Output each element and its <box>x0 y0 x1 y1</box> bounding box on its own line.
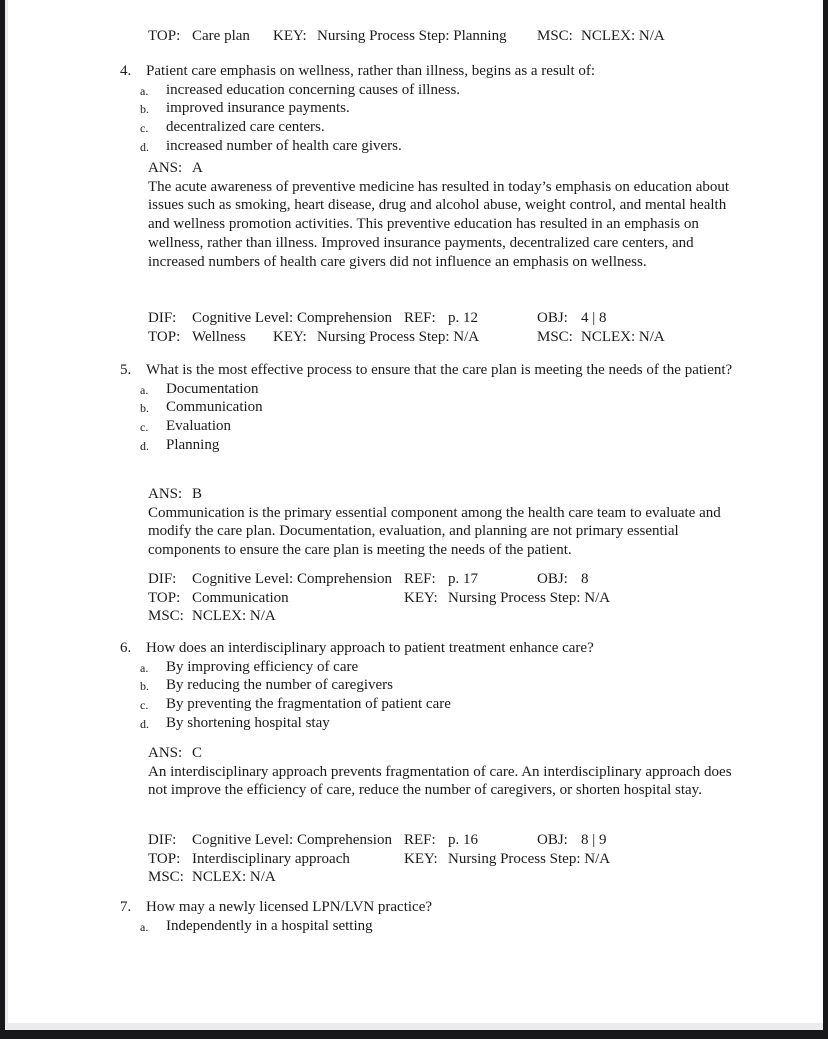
question-text: What is the most effective process to ensure that the care plan is meeting the needs of the patient? <box>146 362 733 378</box>
answer-label: ANS: <box>148 745 183 761</box>
option-text: By improving efficiency of care <box>166 658 359 675</box>
question-item <box>0 898 828 935</box>
metadata-row <box>0 309 828 328</box>
option-item <box>140 81 726 100</box>
option-letter: a. <box>140 83 149 98</box>
metadata-row <box>0 868 828 887</box>
option-item <box>140 676 726 695</box>
option-text: improved insurance payments. <box>166 100 350 117</box>
question-item <box>0 62 828 156</box>
option-list <box>0 658 828 733</box>
metadata-value: p. 12 <box>448 310 478 326</box>
answer-value: C <box>192 745 203 761</box>
metadata-field <box>148 607 276 626</box>
option-letter: b. <box>140 102 149 117</box>
metadata-field <box>148 570 392 589</box>
question-number: 4. <box>120 63 132 79</box>
metadata-field <box>148 589 289 608</box>
metadata-field <box>404 831 478 850</box>
question-number: 6. <box>120 640 132 656</box>
metadata-label: DIF: <box>148 571 177 587</box>
option-text: Communication <box>166 399 263 416</box>
metadata-label: MSC: <box>537 328 573 345</box>
metadata-value: NCLEX: N/A <box>581 328 665 345</box>
option-letter: a. <box>140 919 149 934</box>
answer-value: A <box>192 160 203 176</box>
answer-line <box>148 485 828 504</box>
option-letter: a. <box>140 660 149 675</box>
option-text: increased education concerning causes of illness. <box>166 81 461 98</box>
metadata-value: Care plan <box>192 28 250 44</box>
metadata-label: TOP: <box>148 589 181 606</box>
metadata-field <box>404 309 478 328</box>
metadata-label: KEY: <box>273 28 307 44</box>
option-text: By shortening hospital stay <box>166 714 330 731</box>
metadata-value: NCLEX: N/A <box>581 28 665 44</box>
metadata-value: Nursing Process Step: Planning <box>317 28 507 44</box>
metadata-value: p. 16 <box>448 832 478 848</box>
option-item <box>140 380 726 399</box>
option-text: By preventing the fragmentation of patient care <box>166 696 451 713</box>
metadata-field <box>148 27 250 46</box>
metadata-value: NCLEX: N/A <box>192 608 276 625</box>
metadata-value: 4 | 8 <box>581 310 607 326</box>
metadata-row <box>0 570 828 589</box>
answer-explanation: An interdisciplinary approach prevents fragmentation of care. An interdisciplinary approach does not improve the efficiency of care, reduce the number of caregivers, or shorten hospital stay. <box>148 763 732 799</box>
metadata-value: Cognitive Level: Comprehension <box>192 832 392 848</box>
metadata-value: 8 | 9 <box>581 832 607 848</box>
page-left-margin-strip <box>5 0 8 1039</box>
option-letter: c. <box>140 698 149 713</box>
option-letter: a. <box>140 382 149 397</box>
metadata-value: Wellness <box>192 328 246 345</box>
metadata-value: Communication <box>192 589 289 606</box>
page-bottom-margin-strip <box>5 1023 823 1030</box>
option-text: Independently in a hospital setting <box>166 917 373 934</box>
metadata-label: KEY: <box>404 589 438 606</box>
viewer-bottom-edge <box>0 1030 828 1039</box>
answer-block <box>0 485 828 560</box>
metadata-field <box>404 589 610 608</box>
option-list <box>0 917 828 936</box>
answer-label: ANS: <box>148 486 183 502</box>
option-letter: c. <box>140 121 149 136</box>
metadata-label: OBJ: <box>537 571 568 587</box>
metadata-value: 8 <box>581 571 589 587</box>
metadata-label: OBJ: <box>537 310 568 326</box>
metadata-label: REF: <box>404 571 436 587</box>
metadata-field <box>273 328 479 347</box>
answer-value: B <box>192 486 203 502</box>
answer-label: ANS: <box>148 160 183 176</box>
option-text: increased number of health care givers. <box>166 137 402 154</box>
option-item <box>140 436 726 455</box>
metadata-label: REF: <box>404 832 436 848</box>
answer-line <box>148 159 828 178</box>
metadata-row <box>0 607 828 626</box>
metadata-row <box>0 328 828 347</box>
option-letter: c. <box>140 420 149 435</box>
answer-explanation: Communication is the primary essential component among the health care team to evaluate and modify the care plan. Documentation, evaluation, and planning are not primary essential components to ensure the care plan is meeting the needs of the patient. <box>148 504 721 559</box>
question-number: 7. <box>120 899 132 915</box>
metadata-label: DIF: <box>148 310 177 326</box>
metadata-label: OBJ: <box>537 832 568 848</box>
metadata-field <box>537 570 589 589</box>
metadata-label: KEY: <box>273 328 307 345</box>
metadata-row <box>0 831 828 850</box>
option-text: Planning <box>166 436 220 453</box>
option-letter: d. <box>140 139 149 154</box>
metadata-label: TOP: <box>148 28 181 44</box>
option-item <box>140 417 726 436</box>
metadata-field <box>148 328 246 347</box>
option-letter: b. <box>140 679 149 694</box>
viewer-right-edge <box>823 0 828 1039</box>
question-number: 5. <box>120 362 132 378</box>
metadata-value: NCLEX: N/A <box>192 869 276 886</box>
metadata-row <box>0 589 828 608</box>
option-item <box>140 118 726 137</box>
metadata-block <box>0 831 828 887</box>
metadata-value: Cognitive Level: Comprehension <box>192 310 392 326</box>
option-list <box>0 81 828 156</box>
option-item <box>140 137 726 156</box>
metadata-value: Interdisciplinary approach <box>192 850 350 867</box>
metadata-field <box>537 309 607 328</box>
metadata-field <box>273 27 507 46</box>
option-item <box>140 714 726 733</box>
option-letter: d. <box>140 716 149 731</box>
metadata-value: Cognitive Level: Comprehension <box>192 571 392 587</box>
option-text: By reducing the number of caregivers <box>166 677 393 694</box>
metadata-field <box>148 309 392 328</box>
metadata-label: MSC: <box>148 608 184 625</box>
metadata-field <box>537 831 607 850</box>
option-item <box>140 695 726 714</box>
metadata-label: MSC: <box>537 28 573 44</box>
option-text: Documentation <box>166 380 259 397</box>
metadata-label: KEY: <box>404 850 438 867</box>
option-item <box>140 658 726 677</box>
metadata-field <box>148 850 350 869</box>
metadata-value: p. 17 <box>448 571 478 587</box>
question-text: How may a newly licensed LPN/LVN practice? <box>146 899 433 915</box>
metadata-label: REF: <box>404 310 436 326</box>
metadata-label: DIF: <box>148 832 177 848</box>
option-text: decentralized care centers. <box>166 119 325 136</box>
option-text: Evaluation <box>166 418 231 435</box>
metadata-value: Nursing Process Step: N/A <box>448 850 611 867</box>
question-item <box>0 361 828 455</box>
question-item <box>0 639 828 733</box>
metadata-value: Nursing Process Step: N/A <box>448 589 611 606</box>
answer-block <box>0 159 828 271</box>
metadata-field <box>537 27 665 46</box>
option-item <box>140 99 726 118</box>
option-item <box>140 917 726 936</box>
metadata-value: Nursing Process Step: N/A <box>317 328 480 345</box>
option-letter: d. <box>140 438 149 453</box>
metadata-field <box>148 831 392 850</box>
metadata-block <box>0 570 828 626</box>
metadata-label: MSC: <box>148 869 184 886</box>
answer-explanation: The acute awareness of preventive medicine has resulted in today’s emphasis on education about issues such as smoking, heart disease, drug and alcohol abuse, weight control, and mental health and wellness promotion activities. This preventive education has resulted in an emphasis on wellness, rather than illness. Improved insurance payments, decentralized care centers, and increased numbers of health care givers did not influence an emphasis on wellness. <box>148 178 730 270</box>
metadata-label: TOP: <box>148 328 181 345</box>
metadata-label: TOP: <box>148 850 181 867</box>
question-text: Patient care emphasis on wellness, rather than illness, begins as a result of: <box>146 63 596 79</box>
metadata-field <box>537 328 665 347</box>
metadata-row <box>0 850 828 869</box>
option-item <box>140 398 726 417</box>
metadata-field <box>404 570 478 589</box>
metadata-block <box>0 309 828 346</box>
option-letter: b. <box>140 401 149 416</box>
answer-block <box>0 744 828 800</box>
answer-line <box>148 744 828 763</box>
option-list <box>0 380 828 455</box>
metadata-row <box>0 27 828 46</box>
metadata-field <box>404 850 610 869</box>
question-text: How does an interdisciplinary approach to patient treatment enhance care? <box>146 640 594 656</box>
metadata-field <box>148 868 276 887</box>
